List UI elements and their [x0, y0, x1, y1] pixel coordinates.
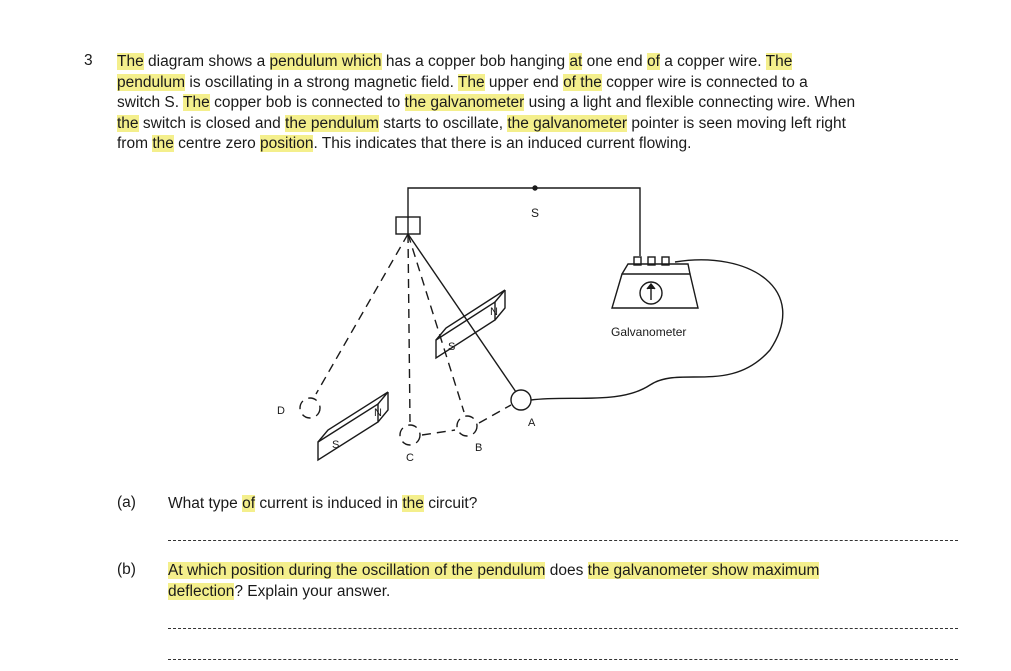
text-segment: switch S. — [117, 94, 184, 111]
wire-to-c — [408, 234, 410, 422]
text-segment: does — [545, 562, 588, 579]
part-a-question — [168, 494, 958, 515]
bob-position-b — [457, 416, 477, 436]
text-segment: a copper wire. — [659, 53, 766, 70]
highlighted-text: the — [152, 135, 174, 152]
bob-position-d — [300, 398, 320, 418]
highlighted-text: the galvanometer show maximum — [587, 562, 820, 579]
magnet-upper-north: N — [490, 306, 498, 318]
stem-line — [117, 93, 967, 114]
stem-line — [117, 73, 967, 94]
magnet-lower-south: S — [332, 439, 340, 451]
highlighted-text: of — [646, 53, 660, 70]
wire-to-d — [316, 234, 408, 394]
highlighted-text: the — [117, 114, 139, 132]
magnet-lower — [318, 392, 388, 460]
text-segment: from — [117, 135, 153, 152]
highlighted-text: pendulum which — [269, 53, 382, 70]
highlighted-text: of the — [563, 73, 602, 91]
top-wire — [408, 188, 640, 256]
text-segment: centre zero — [173, 135, 261, 152]
text-segment: one end — [582, 53, 647, 70]
position-label-d: D — [277, 405, 285, 417]
text-segment: pointer is seen moving left right — [627, 114, 846, 132]
part-b-line — [168, 582, 958, 603]
answer-line-a[interactable] — [168, 540, 958, 541]
text-segment: . This indicates that there is an induced current flowing. — [313, 135, 692, 152]
answer-line-b1[interactable] — [168, 628, 958, 629]
text-segment: has a copper bob hanging — [381, 53, 570, 70]
highlighted-text: at — [569, 53, 583, 70]
part-a-line — [168, 494, 958, 515]
text-segment: copper wire is connected to a — [601, 73, 808, 91]
part-a-label: (a) — [117, 494, 136, 511]
wire-to-b — [408, 234, 464, 412]
bob-position-a — [511, 390, 531, 410]
part-b-question — [168, 561, 958, 602]
diagram-svg — [250, 180, 810, 480]
text-segment: is oscillating in a strong magnetic field. — [185, 73, 458, 91]
pendulum-diagram — [250, 180, 810, 480]
text-segment: ? Explain your answer. — [234, 582, 391, 600]
pendulum-wire — [408, 234, 516, 392]
highlighted-text: deflection — [168, 582, 235, 600]
highlighted-text: The — [765, 53, 793, 70]
text-segment: What type — [168, 495, 243, 512]
text-segment: diagram shows a — [143, 53, 270, 70]
magnet-upper-south: S — [448, 341, 456, 353]
part-b-line — [168, 561, 958, 582]
position-label-a: A — [528, 417, 536, 429]
magnet-lower-north: N — [374, 407, 382, 419]
highlighted-text: position — [260, 135, 314, 152]
question-number: 3 — [84, 52, 93, 69]
part-b-label: (b) — [117, 561, 136, 578]
text-segment: switch is closed and — [138, 114, 286, 132]
answer-line-b2[interactable] — [168, 659, 958, 660]
highlighted-text: the galvanometer — [404, 94, 525, 111]
text-segment: circuit? — [423, 495, 478, 512]
magnet-upper — [436, 290, 505, 358]
highlighted-text: The — [117, 53, 144, 70]
highlighted-text: The — [183, 94, 210, 111]
highlighted-text: the — [402, 495, 424, 512]
text-segment: upper end — [484, 73, 564, 91]
question-stem — [117, 52, 967, 155]
stem-line — [117, 52, 967, 73]
text-segment: current is induced in — [255, 495, 403, 512]
position-label-b: B — [475, 442, 483, 454]
stem-line — [117, 114, 967, 135]
highlighted-text: the pendulum — [285, 114, 379, 132]
highlighted-text: of — [242, 495, 256, 512]
text-segment: using a light and flexible connecting wire. When — [524, 94, 856, 111]
switch-label: S — [531, 206, 540, 220]
text-segment: copper bob is connected to — [209, 94, 405, 111]
highlighted-text: The — [457, 73, 485, 91]
galvanometer-label: Galvanometer — [611, 325, 687, 339]
text-segment: starts to oscillate, — [378, 114, 508, 132]
highlighted-text: the galvanometer — [507, 114, 628, 132]
position-label-c: C — [406, 452, 414, 464]
switch-contact — [533, 186, 537, 190]
highlighted-text: pendulum — [117, 73, 186, 91]
swing-arc — [422, 405, 511, 435]
stem-line — [117, 134, 967, 155]
bob-position-c — [400, 425, 420, 445]
highlighted-text: At which position during the oscillation of the pendulum — [168, 562, 546, 579]
